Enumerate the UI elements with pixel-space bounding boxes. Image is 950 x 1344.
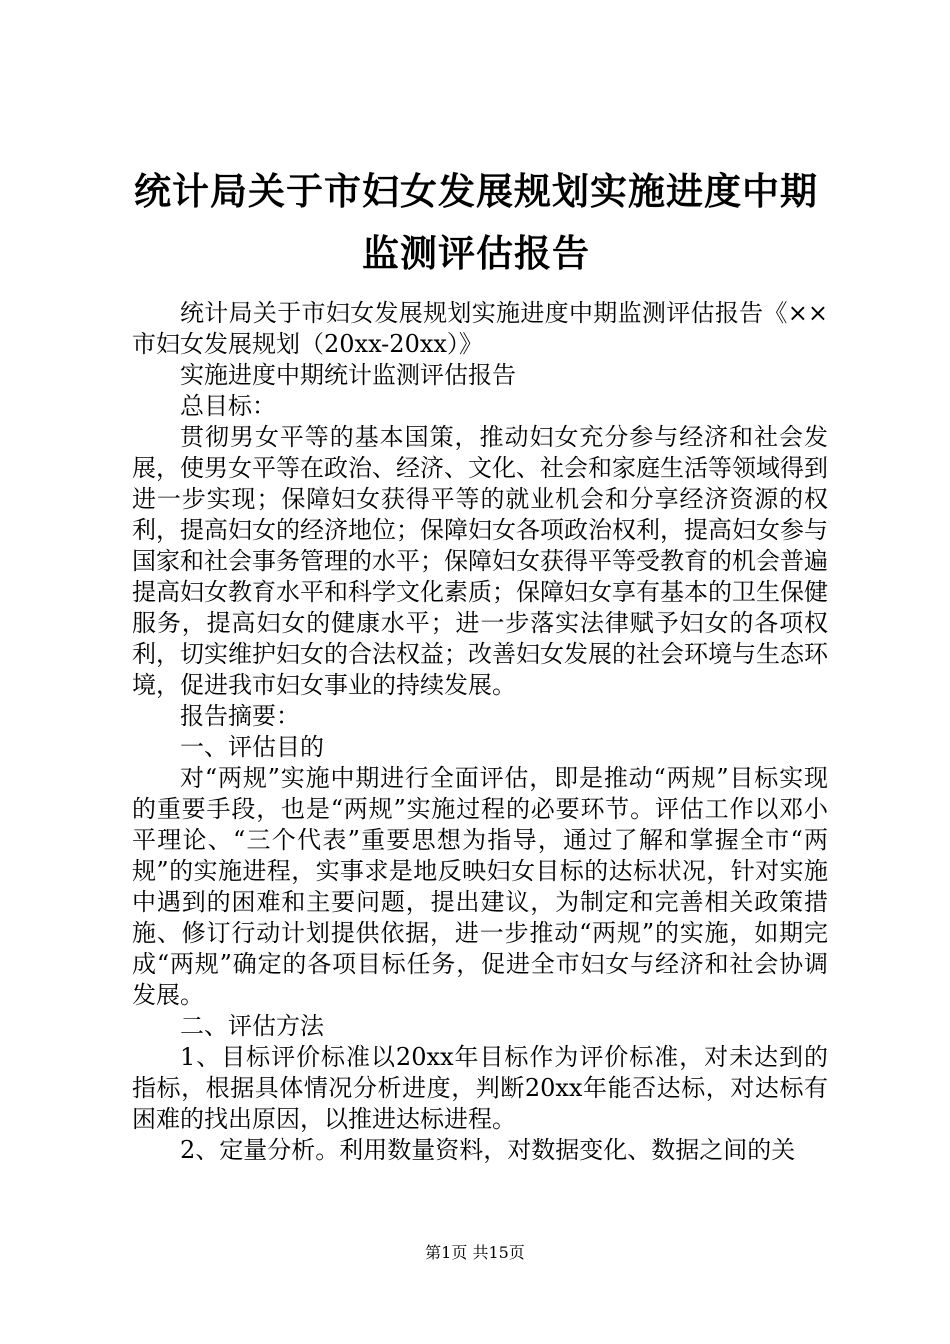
paragraph-goal-heading: 总目标： [180, 392, 276, 420]
paragraph-summary-heading: 报告摘要： [180, 702, 300, 730]
section-heading-method: 二、评估方法 [180, 1012, 324, 1040]
section-heading-purpose: 一、评估目的 [180, 733, 324, 761]
document-title: 统计局关于市妇女发展规划实施进度中期监测评估报告 [134, 169, 818, 275]
paragraph-purpose-text: 对“两规”实施中期进行全面评估，即是推动“两规”目标实现的重要手段，也是“两规”实施过程的必要环节。评估工作以邓小平理论、“三个代表”重要思想为指导，通过了解和掌握全市“两规”的实施进程，实事求是地反映妇女目标的达标状况，针对实施中遇到的困难和主要问题，提出建议，为制定和完善相关政策措施、修订行动计划提供依据，进一步推动“两规”的实施，如期完成“两规”确定的各项目标任务，促进全市妇女与经济和社会协调发展。 [132, 764, 828, 1009]
page-number-footer: 第1页 共15页 [425, 1243, 525, 1262]
paragraph-method-1: 1、目标评价标准以20xx年目标作为评价标准，对未达到的指标，根据具体情况分析进度，判断20xx年能否达标，对达标有困难的找出原因，以推进达标进程。 [132, 1043, 828, 1133]
document-body [132, 298, 828, 1166]
paragraph-method-2: 2、定量分析。利用数量资料，对数据变化、数据之间的关 [180, 1136, 796, 1164]
paragraph-subtitle: 统计局关于市妇女发展规划实施进度中期监测评估报告《××市妇女发展规划（20xx-20xx）》 [132, 299, 828, 358]
paragraph-report-name: 实施进度中期统计监测评估报告 [180, 361, 516, 389]
paragraph-goal-text: 贯彻男女平等的基本国策，推动妇女充分参与经济和社会发展，使男女平等在政治、经济、文化、社会和家庭生活等领域得到进一步实现；保障妇女获得平等的就业机会和分享经济资源的权利，提高妇女的经济地位；保障妇女各项政治权利，提高妇女参与国家和社会事务管理的水平；保障妇女获得平等受教育的机会普遍提高妇女教育水平和科学文化素质；保障妇女享有基本的卫生保健服务，提高妇女的健康水平；进一步落实法律赋予妇女的各项权利，切实维护妇女的合法权益；改善妇女发展的社会环境与生态环境，促进我市妇女事业的持续发展。 [132, 423, 828, 699]
